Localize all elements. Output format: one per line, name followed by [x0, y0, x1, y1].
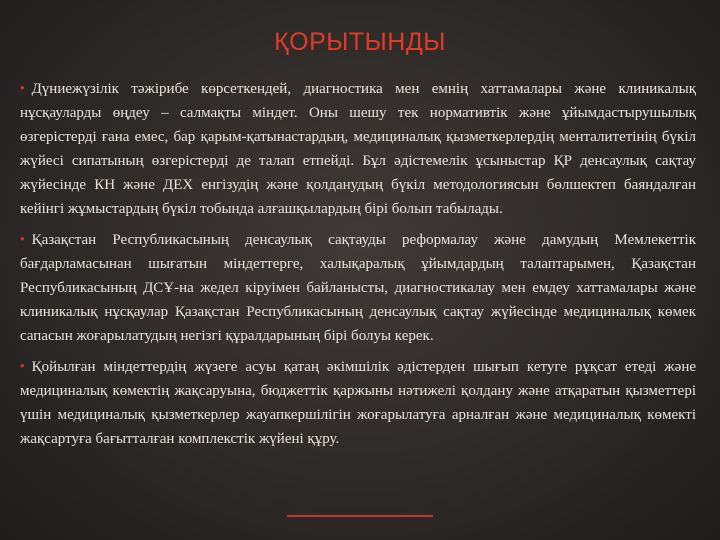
paragraph-3	[20, 355, 696, 451]
paragraph-text: Дүниежүзілік тәжірибе көрсеткендей, диагностика мен емнің хаттамалары және клиникалық нұсқауларды өңдеу – салмақты міндет. Оны шешу тек нормативтік және ұйымдастырушылық өзгерістерді ғана емес, бар қарым-қатынастардың, медициналық қызметкерлердің менталитетінің бүкіл жүйесі сипатының өзгерістерді де талап етпейді. Бұл әдістемелік ұсыныстар ҚР денсаулық сақтау жүйесінде КН және ДЕХ енгізудің және қолданудың бүкіл методологиясын бөлшектеп баяндалған кейінгі жұмыстардың бүкіл тобында алғашқылардың бірі болып табылады.	[20, 81, 696, 217]
paragraph-1	[20, 77, 696, 221]
bullet-icon: •	[20, 80, 25, 95]
paragraph-text: Қазақстан Республикасының денсаулық сақтауды реформалау және дамудың Мемлекеттік бағдарламасынан шығатын міндеттерге, халықаралық ұйымдардың талаптарымен, Қазақстан Республикасының ДСҰ-на жедел кіруімен байланысты, диагностикалау мен емдеу хаттамалары және клиникалық нұсқаулар Қазақстан Республикасының денсаулық сақтау жүйесінде медициналық көмек сапасын жоғарылатудың негізгі құралдарының бірі болуы керек.	[20, 232, 696, 344]
paragraph-text: Қойылған міндеттердің жүзеге асуы қатаң әкімшілік әдістерден шығып кетуге рұқсат етеді және медициналық көмектің жақсаруына, бюджеттік қаржыны нәтижелі қолдану және атқаратын қызметтері үшін медициналық қызметкерлер жауапкершілігін жоғарылатуға арналған және медициналық көмекті жақсартуға бағытталған комплекстік жүйені құру.	[20, 359, 696, 447]
bullet-icon: •	[20, 231, 25, 246]
paragraph-2	[20, 228, 696, 348]
slide-body	[20, 77, 696, 451]
slide-title: ҚОРЫТЫНДЫ	[274, 28, 446, 56]
bullet-icon: •	[20, 358, 25, 373]
bottom-accent-line	[287, 515, 433, 517]
